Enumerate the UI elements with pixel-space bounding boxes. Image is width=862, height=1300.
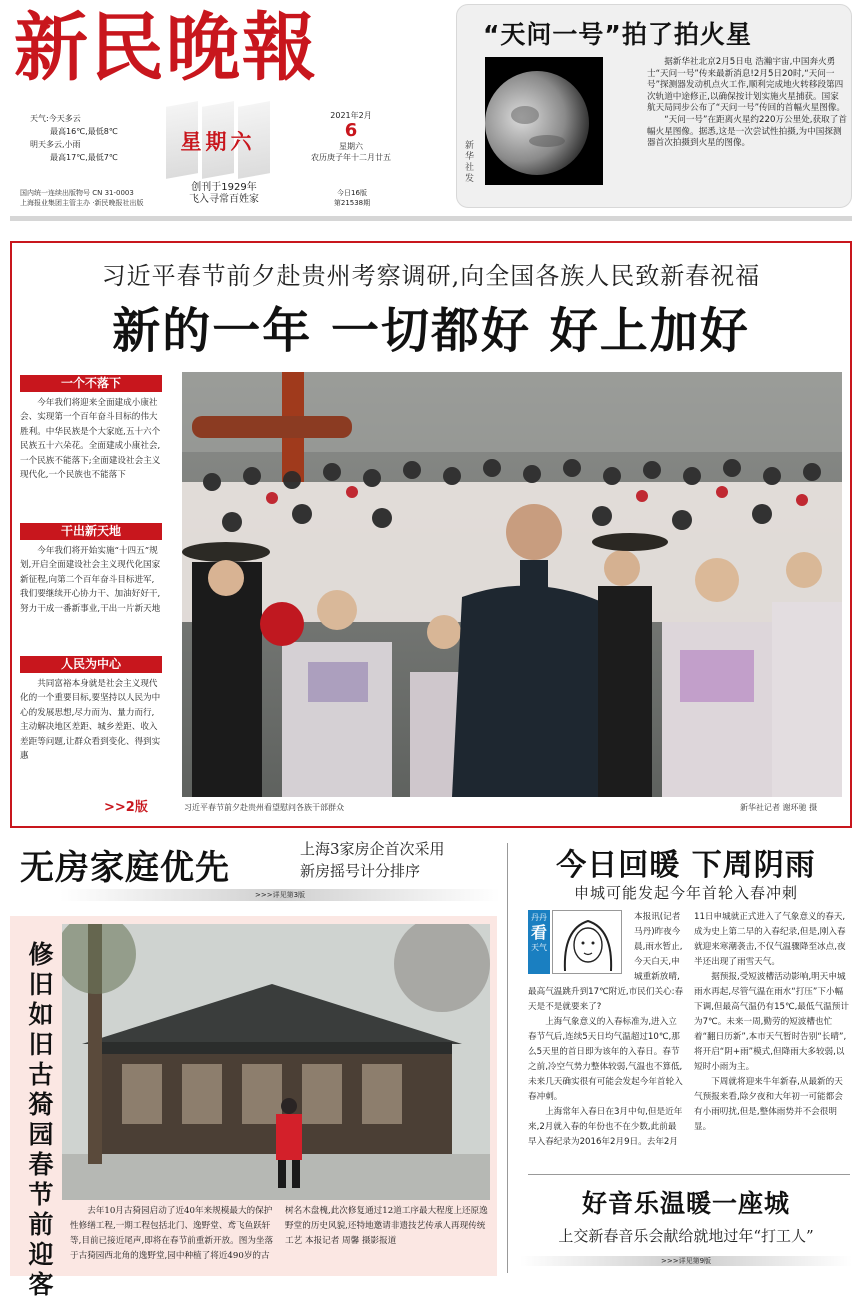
housing-subhead	[300, 838, 445, 882]
weather-para: 下周就将迎来牛年新春,从最新的天气预报来看,除夕夜和大年初一可能都会有小雨叨扰,但是,整体雨势并不会很明显。	[694, 1077, 843, 1132]
section-title: 干出新天地	[20, 523, 162, 540]
photo-credit: 新华社记者 谢环驰 摄	[740, 803, 818, 812]
section-block	[20, 523, 162, 616]
lead-subhead[interactable]: 习近平春节前夕赴贵州考察调研,向全国各族人民致新春祝福	[101, 262, 761, 290]
columnist-portrait	[552, 910, 622, 974]
columnist-figure	[528, 910, 628, 974]
issue-pages: 今日16版	[337, 189, 367, 197]
garden-body-text: 去年10月古猗园启动了近40年来规模最大的保护性修缮工程,一期工程包括北门、逸野堂、鸢飞鱼跃轩等,目前已接近尾声,即将在春节前重新开放。图为坐落于古猗园西北角的逸野堂,园中种植了将近490岁的古树名木盘槐,此次修复通过12道工序最大程度上还原逸野堂的历史风貌,还特地邀请非遗技艺传承人再现传统工艺	[70, 1206, 488, 1261]
columnist-badge	[528, 910, 550, 974]
music-headline[interactable]: 好音乐温暖一座城	[581, 1189, 790, 1218]
top-story-box[interactable]	[456, 4, 852, 208]
weather-para: 上海常年入春日在3月中旬,但是近年来,2月就入春的年份也不在少数,此前最早入春纪录为2016年2月9日。去年2月11日申城就正式进入了气象意义的春天,成为史上第二早的入春纪录,但是,刚入春就迎来寒潮袭击,不仅气温骤降至冰点,夜半还出现了雨雪天气。	[528, 912, 846, 1147]
founded-year: 创刊于1929年	[191, 182, 257, 193]
garden-credit: 本报记者 周馨 摄影报道	[304, 1236, 397, 1246]
section-body: 今年我们将开始实施“十四五”规划,开启全面建设社会主义现代化国家新征程,向第二个百年奋斗目标进军,我们要继续开心协力干、加油好好干,努力干成一番新事业,干出一片新天地	[20, 546, 161, 614]
date-day: 6	[344, 120, 358, 141]
weather-headline[interactable]: 今日回暖 下周阴雨	[556, 848, 816, 883]
weather-subhead: 申城可能发起今年首轮入春冲刺	[573, 884, 798, 902]
weather-line: 明天多云,小雨	[30, 140, 81, 149]
mars-image	[485, 57, 603, 185]
top-story-body	[647, 57, 847, 150]
badge-mid: 看	[530, 923, 547, 942]
section-title: 一个不落下	[20, 375, 162, 392]
top-story-headline[interactable]: “天问一号”拍了拍火星	[483, 20, 752, 49]
issue-number: 第21538期	[333, 199, 371, 207]
top-story-para: “天问一号”在距离火星约220万公里处,获取了首幅火星图像。据悉,这是一次尝试性拍摄,为中国探测器首次拍摄到火星的图像。	[647, 114, 847, 149]
date-box	[292, 110, 410, 163]
garden-body	[70, 1204, 490, 1264]
garden-photo	[62, 924, 490, 1200]
divider	[10, 216, 852, 221]
music-page-ref[interactable]: >>>详见第9版	[520, 1256, 852, 1266]
housing-headline[interactable]: 无房家庭优先	[20, 848, 230, 888]
photo-caption: 习近平春节前夕赴贵州看望慰问各族干部群众	[184, 803, 344, 812]
section-block	[20, 656, 162, 763]
lead-headline[interactable]: 新的一年 一切都好 好上加好	[112, 303, 750, 359]
masthead-title: 新民晚報	[14, 5, 318, 91]
weather-para: 上海气象意义的入春标准为,进入立春节气后,连续5天日均气温超过10℃,那么5天里的首日即为该年的入春日。春节之前,冷空气势力整体较弱,气温也不算低,未来几天确实很有可能会发起今年首轮入春冲刺。	[528, 1017, 683, 1102]
garden-vertical-title[interactable]: 修旧如旧 古猗园春节前迎客	[28, 940, 54, 1299]
divider	[528, 1174, 850, 1175]
weather-body	[528, 910, 850, 1195]
weather-para: 据预报,受短波槽活动影响,明天申城雨水再起,尽管气温在雨水“打压”下小幅下调,但最高气温仍有15℃,最低气温预计为7℃。未来一周,勤劳的短波槽也忙着“翻日历新”,本市天气暂时告别“长晴”,将开启“阴+雨”模式,但降雨大多较弱,以短时小雨为主。	[694, 972, 849, 1072]
date-weekday: 星期六	[339, 142, 363, 151]
weather-line: 最高16℃,最低8℃	[50, 127, 118, 136]
weather-line: 天气:今天多云	[30, 114, 81, 123]
weekday-banner	[166, 104, 270, 176]
section-title: 人民为中心	[20, 656, 162, 673]
badge-top: 丹丹	[531, 913, 547, 922]
section-body: 共同富裕本身就是社会主义现代化的一个重要目标,要坚持以人民为中心的发展思想,尽力而为、量力而行,主动解决地区差距、城乡差距、收入差距等问题,让群众看到变化、得到实惠	[20, 679, 161, 762]
top-story-para: 据新华社北京2月5日电 浩瀚宇宙,中国奔火勇士“天问一号”传来最新消息!2月5日20时,“天问一号”探测器发动机点火工作,顺利完成地火转移段第四次轨道中途修正,以确保按计划实施火星捕获。国家航天局同步公布了“天问一号”传回的首幅火星图像。	[647, 57, 845, 114]
publisher-cn: 国内统一连续出版物号 CN 31-0003	[20, 189, 134, 197]
housing-page-ref[interactable]: >>>详见第3版	[60, 889, 500, 901]
column-divider	[507, 843, 508, 1273]
lead-photo	[182, 372, 842, 797]
weather-box	[30, 112, 118, 164]
publisher-info	[20, 188, 143, 208]
issue-info	[322, 188, 382, 208]
music-subhead: 上交新春音乐会献给就地过年“打工人”	[558, 1227, 814, 1245]
agency-credit: 新华社 发	[465, 141, 475, 184]
date-lunar: 农历庚子年十二月廿五	[311, 153, 391, 162]
continued-link[interactable]: >>2版	[104, 800, 148, 815]
weather-lead: 本报讯(记者 马丹)昨夜今晨,雨水暂止,今天白天,申城重新放晴,最高气温跳升到17℃附近,市民们关心:春天是不是就要来了?	[528, 912, 684, 1012]
weekday-text: 星期六	[180, 130, 256, 154]
housing-subhead-line: 新房摇号计分排序	[300, 862, 421, 880]
section-block	[20, 375, 162, 482]
date-year-month: 2021年2月	[330, 111, 372, 120]
housing-subhead-line: 上海3家房企首次采用	[300, 840, 445, 858]
weather-line: 最高17℃,最低7℃	[50, 153, 118, 162]
section-body: 今年我们将迎来全面建成小康社会、实现第一个百年奋斗目标的伟大胜利。中华民族是个大家庭,五十六个民族五十六朵花。全面建成小康社会,一个民族不能落下;全面建设社会主义现代化,一个民族也不能落下	[20, 398, 161, 481]
founded-motto: 飞入寻常百姓家	[189, 194, 259, 205]
publisher-owner: 上海报业集团主管主办 ·新民晚报社出版	[20, 199, 144, 207]
founded-slogan	[176, 182, 272, 206]
badge-bottom: 天气	[531, 943, 547, 952]
